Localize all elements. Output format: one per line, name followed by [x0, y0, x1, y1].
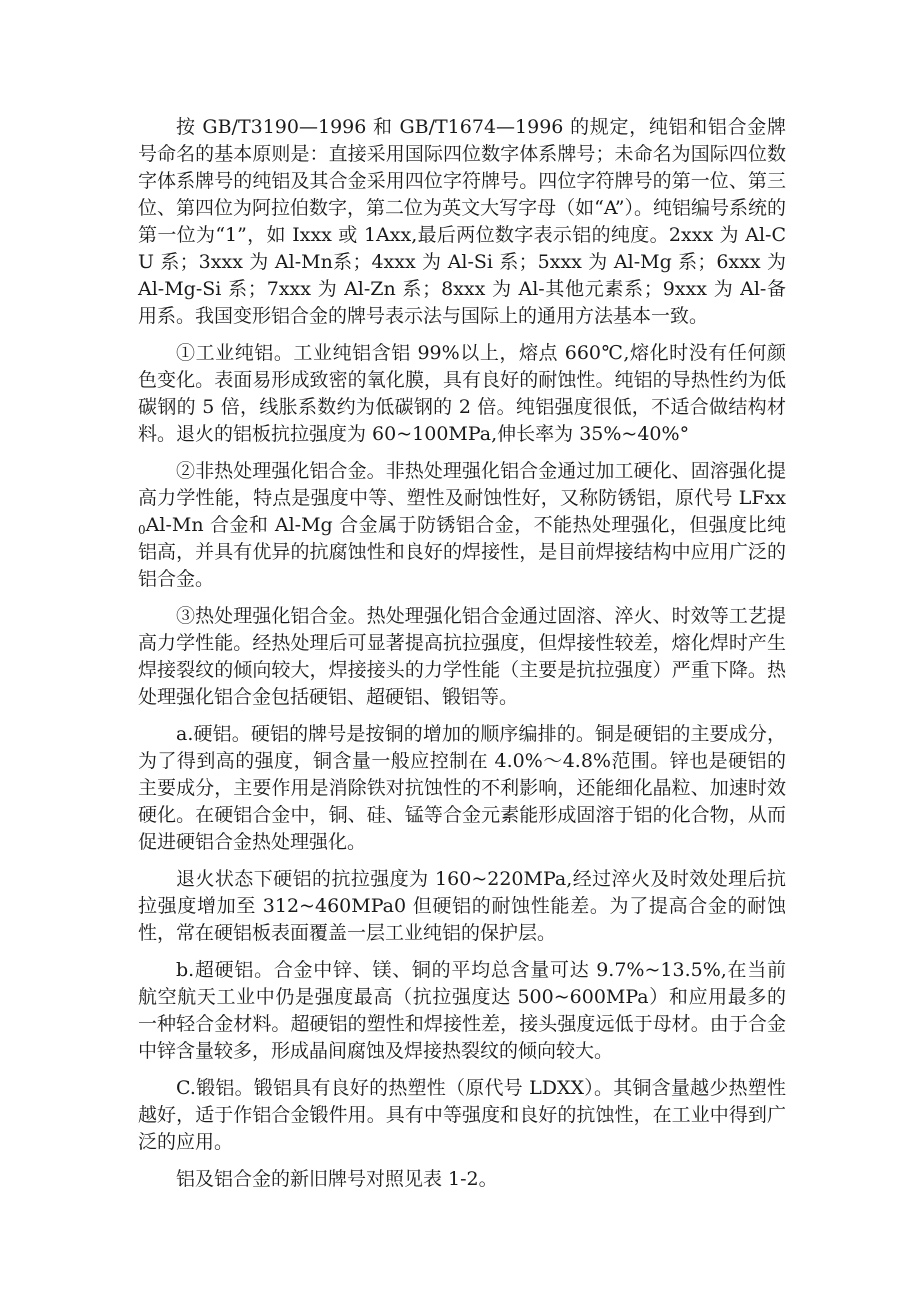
- paragraph-text: a.硬铝。硬铝的牌号是按铜的增加的顺序编排的。铜是硬铝的主要成分，为了得到高的强度，铜含量一般应控制在 4.0%～4.8%范围。锌也是硬铝的主要成分，主要作用是消除铁对抗蚀性的不利影响，还能细化晶粒、加速时效硬化。在硬铝合金中，铜、硅、锰等合金元素能形成固溶于铝的化合物，从而促进硬铝合金热处理强化。: [138, 723, 786, 853]
- paragraph-text: ①工业纯铝。工业纯铝含铝 99%以上，熔点 660℃,熔化时没有任何颜色变化。表面易形成致密的氧化膜，具有良好的耐蚀性。纯铝的导热性约为低碳钢的 5 倍，线胀系数约为低碳钢的 2 倍。纯铝强度很低，不适合做结构材料。退火的铝板抗拉强度为 60~100MPa,伸长率为 35%~40%°: [138, 342, 786, 445]
- paragraph-text: b.超硬铝。合金中锌、镁、铜的平均总含量可达 9.7%~13.5%,在当前航空航天工业中仍是强度最高（抗拉强度达 500~600MPa）和应用最多的一种轻合金材料。超硬铝的塑性和焊接性差，接头强度远低于母材。由于合金中锌含量较多，形成晶间腐蚀及焊接热裂纹的倾向较大。: [138, 959, 786, 1062]
- paragraph-forged-aluminum: [138, 1075, 786, 1156]
- paragraph-hard-aluminum: [138, 721, 786, 856]
- paragraph-naming-rules: [138, 114, 786, 330]
- paragraph-text: Al-Mn 合金和 Al-Mg 合金属于防锈铝合金，不能热处理强化，但强度比纯铝高，并具有优异的抗腐蚀性和良好的焊接性，是目前焊接结构中应用广泛的铝合金。: [138, 514, 786, 590]
- paragraph-super-hard-aluminum: [138, 957, 786, 1065]
- paragraph-non-heat-treatable-alloy: [138, 458, 786, 593]
- paragraph-heat-treatable-alloy: [138, 603, 786, 711]
- paragraph-text: 铝及铝合金的新旧牌号对照见表 1-2。: [176, 1168, 498, 1190]
- paragraph-text: 退火状态下硬铝的抗拉强度为 160~220MPa,经过淬火及时效处理后抗拉强度增加至 312~460MPa0 但硬铝的耐蚀性能差。为了提高合金的耐蚀性，常在硬铝板表面覆盖一层工业纯铝的保护层。: [138, 868, 786, 944]
- paragraph-text: ③热处理强化铝合金。热处理强化铝合金通过固溶、淬火、时效等工艺提高力学性能。经热处理后可显著提高抗拉强度，但焊接性较差，熔化焊时产生焊接裂纹的倾向较大，焊接接头的力学性能（主要是抗拉强度）严重下降。热处理强化铝合金包括硬铝、超硬铝、锻铝等。: [138, 605, 786, 708]
- paragraph-text: ②非热处理强化铝合金。非热处理强化铝合金通过加工硬化、固溶强化提高力学性能，特点是强度中等、塑性及耐蚀性好，又称防锈铝，原代号 LFxx: [138, 460, 786, 509]
- paragraph-industrial-pure-aluminum: [138, 340, 786, 448]
- paragraph-text: C.锻铝。锻铝具有良好的热塑性（原代号 LDXX）。其铜含量越少热塑性越好，适于作铝合金锻件用。具有中等强度和良好的抗蚀性，在工业中得到广泛的应用。: [138, 1077, 786, 1153]
- paragraph-text: 按 GB/T3190—1996 和 GB/T1674—1996 的规定，纯铝和铝合金牌号命名的基本原则是：直接采用国际四位数字体系牌号；未命名为国际四位数字体系牌号的纯铝及其合金采用四位字符牌号。四位字符牌号的第一位、第三位、第四位为阿拉伯数字，第二位为英文大写字母（如“A”）。纯铝编号系统的第一位为“1”，如 Ixxx 或 1Axx,最后两位数字表示铝的纯度。2xxx 为 Al-CU 系；3xxx 为 Al-Mn系；4xxx 为 Al-Si 系；5xxx 为 Al-Mg 系；6xxx 为 Al-Mg-Si 系；7xxx 为 Al-Zn 系；8xxx 为 Al-其他元素系；9xxx 为 Al-备用系。我国变形铝合金的牌号表示法与国际上的通用方法基本一致。: [138, 116, 786, 327]
- paragraph-table-reference: [138, 1166, 786, 1193]
- subscript-text: 0: [138, 523, 146, 537]
- paragraph-annealed-hard-aluminum: [138, 866, 786, 947]
- document-body: [138, 114, 786, 1203]
